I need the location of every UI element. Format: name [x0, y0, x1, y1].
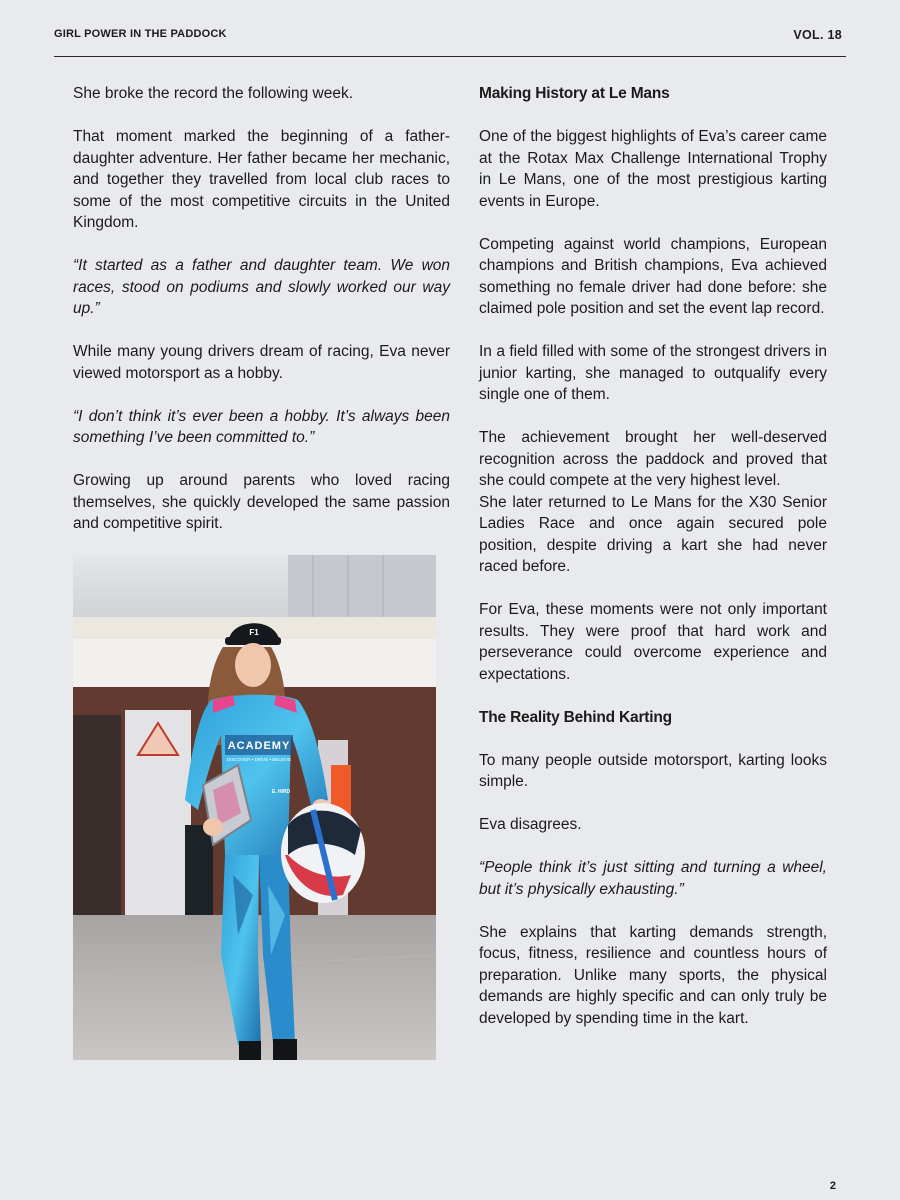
paragraph: One of the biggest highlights of Eva’s career came at the Rotax Max Challenge International Trophy in Le Mans, one of the most prestigious karting events in Europe. [479, 128, 827, 210]
right-column [479, 83, 827, 1051]
suit-subtext: DISCOVER • DRIVE • BELIEVE [226, 757, 292, 762]
name-tag-text: E. HIRD [271, 789, 291, 795]
paragraph: That moment marked the beginning of a father-daughter adventure. Her father became her mechanic, and together they travelled from local club races to some of the most competitive circuits in the United Kingdom. [73, 128, 450, 231]
page-header [54, 28, 846, 57]
paragraph: For Eva, these moments were not only important results. They were proof that hard work and perseverance could overcome experience and expectations. [479, 601, 827, 683]
pull-quote: “I don’t think it’s ever been a hobby. It’s always been something I’ve been committed to.” [73, 407, 450, 446]
pull-quote: “People think it’s just sitting and turning a wheel, but it’s physically exhausting.” [479, 859, 827, 898]
cap-logo-text: F1 [249, 628, 259, 637]
left-column [73, 83, 450, 556]
paragraph: To many people outside motorsport, karting looks simple. [479, 751, 827, 790]
paragraph: While many young drivers dream of racing, Eva never viewed motorsport as a hobby. [73, 343, 450, 382]
pull-quote: “It started as a father and daughter team. We won races, stood on podiums and slowly worked our way up.” [73, 257, 450, 317]
paragraph: She explains that karting demands strength, focus, fitness, resilience and countless hours of preparation. Unlike many sports, the physical demands are highly specific and can only truly be developed by spending time in the kart. [479, 923, 827, 1027]
paragraph: The achievement brought her well-deserved recognition across the paddock and proved that she could compete at the very highest level. [479, 429, 827, 489]
driver-photo [73, 555, 436, 1060]
section-heading: The Reality Behind Karting [479, 708, 672, 726]
section-heading: Making History at Le Mans [479, 85, 670, 102]
paragraph: In a field filled with some of the strongest drivers in junior karting, she managed to outqualify every single one of them. [479, 343, 827, 403]
paragraph: Eva disagrees. [479, 816, 582, 833]
publication-title: GIRL POWER IN THE PADDOCK [54, 28, 227, 40]
paragraph: Competing against world champions, European champions and British champions, Eva achieved something no female driver had done before: she claimed pole position and set the event lap record. [479, 235, 827, 317]
page-number: 2 [829, 1180, 836, 1192]
paragraph: She broke the record the following week. [73, 85, 354, 102]
volume-label: VOL. 18 [793, 28, 842, 42]
paragraph: She later returned to Le Mans for the X30 Senior Ladies Race and once again secured pole position, despite driving a kart she had never raced before. [479, 493, 827, 575]
paragraph: Growing up around parents who loved racing themselves, she quickly developed the same passion and competitive spirit. [73, 472, 450, 532]
suit-logo-text: ACADEMY [227, 740, 291, 752]
